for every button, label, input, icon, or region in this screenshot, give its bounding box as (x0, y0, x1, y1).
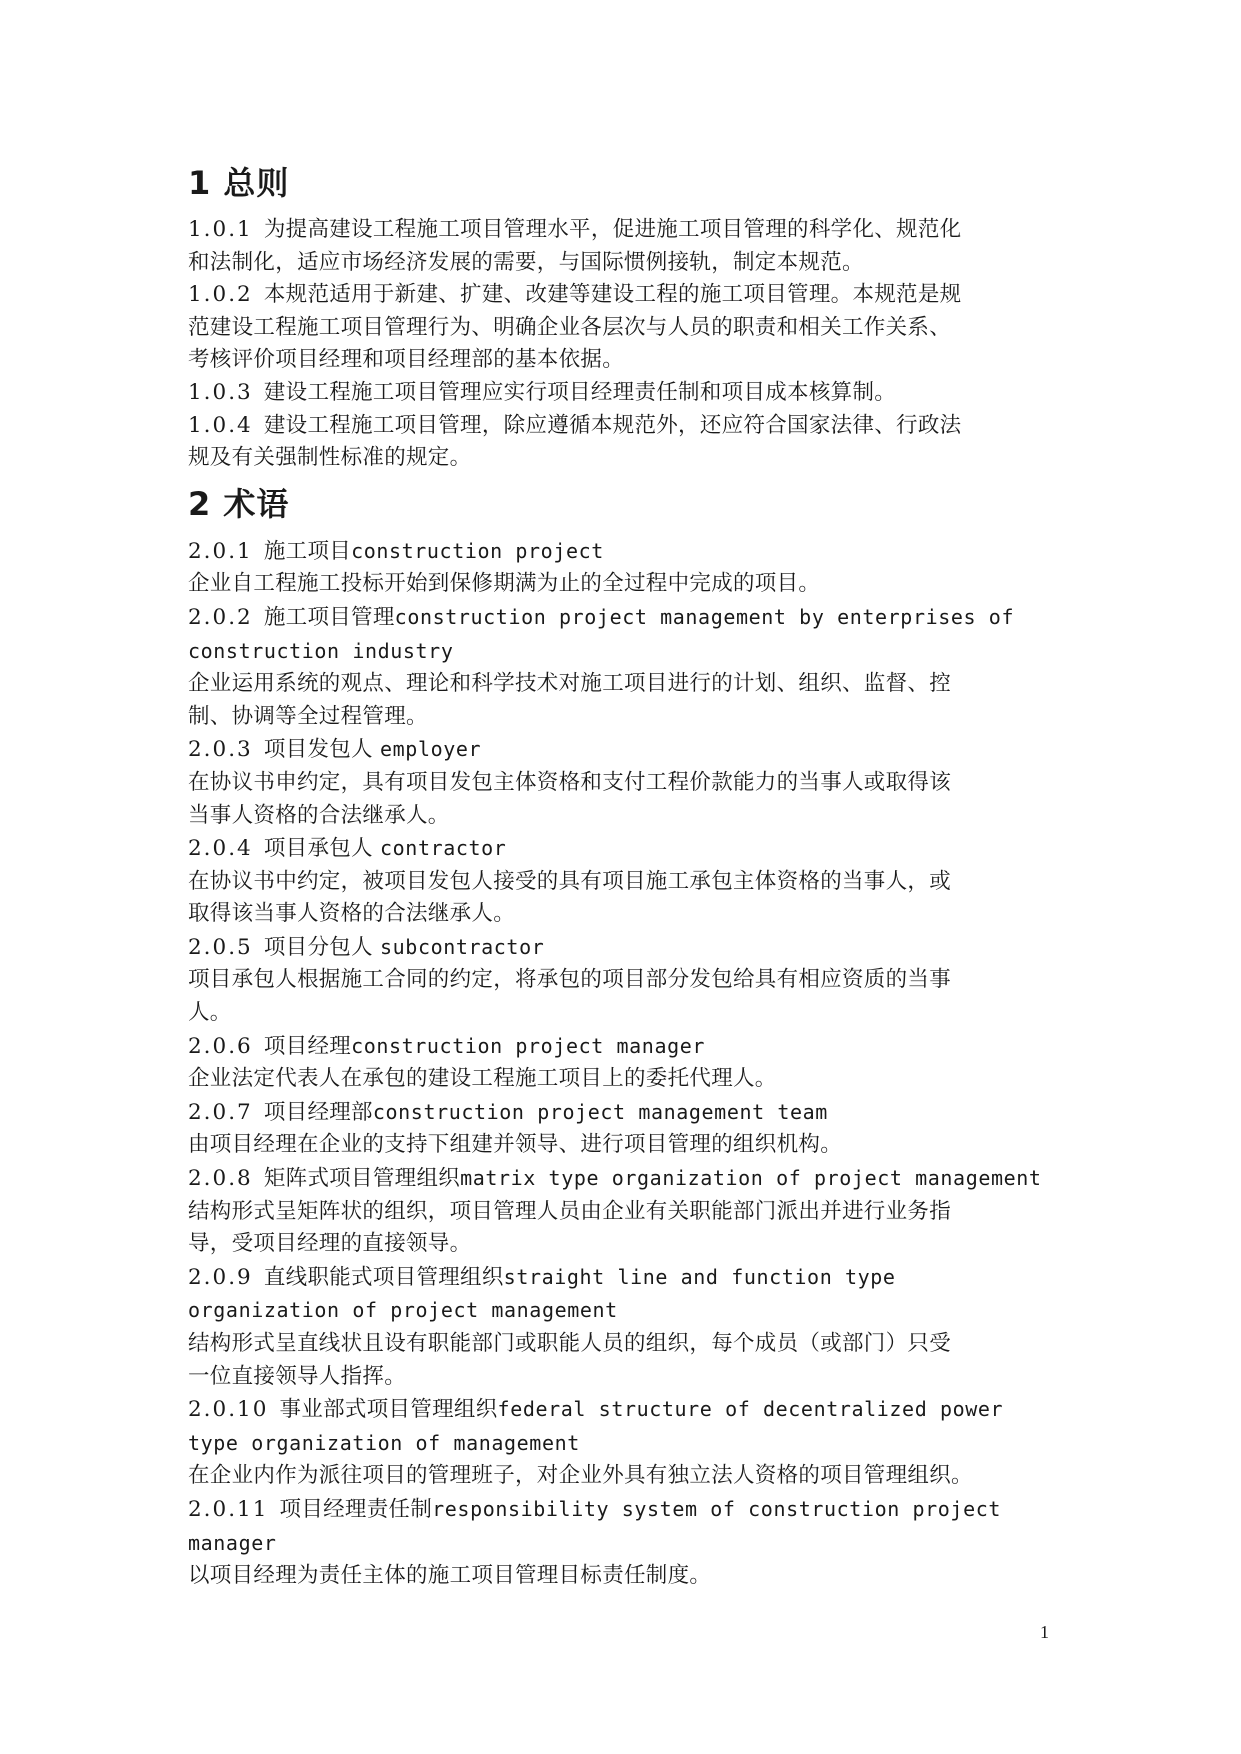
term-number: 2.0.5 (188, 934, 253, 960)
term-chinese: 直线职能式项目管理组织 (263, 1264, 504, 1290)
term-definition: 结构形式呈直线状且设有职能部门或职能人员的组织，每个成员（或部门）只受 (188, 1331, 952, 1356)
clause-1-0-3 (188, 377, 1088, 410)
clause-text: 建设工程施工项目管理，除应遵循本规范外，还应符合国家法律、行政法 (263, 412, 962, 438)
term-english: construction industry (188, 638, 454, 663)
clause-line: 范建设工程施工项目管理行为、明确企业各层次与人员的职责和相关工作关系、 (188, 314, 952, 340)
term-chinese: 矩阵式项目管理组织 (263, 1166, 461, 1192)
term-english: matrix type organization of project management (460, 1166, 1042, 1191)
term-definition: 在协议书申约定，具有项目发包主体资格和支付工程价款能力的当事人或取得该 (188, 769, 952, 795)
term-definition: 企业运用系统的观点、理论和科学技术对施工项目进行的计划、组织、监督、控 (188, 671, 952, 697)
term-2-0-6 (188, 1030, 1088, 1096)
term-english: construction project manager (351, 1033, 706, 1058)
term-chinese: 项目经理 (263, 1033, 352, 1059)
term-2-0-8 (188, 1162, 1088, 1261)
clause-line (188, 214, 1088, 247)
term-heading (188, 733, 1088, 767)
clause-text: 建设工程施工项目管理应实行项目经理责任制和项目成本核算制。 (263, 379, 897, 405)
clause-number: 1.0.3 (188, 379, 253, 405)
term-heading (188, 1162, 1088, 1196)
term-number: 2.0.7 (188, 1099, 253, 1125)
term-english: type organization of management (188, 1430, 580, 1455)
term-english: manager (188, 1530, 277, 1555)
term-english: contractor (380, 836, 507, 861)
term-definition: 在协议书中约定，被项目发包人接受的具有项目施工承包主体资格的当事人，或 (188, 868, 952, 894)
term-chinese: 事业部式项目管理组织 (279, 1397, 498, 1423)
term-english: employer (380, 737, 482, 762)
clause-number: 1.0.2 (188, 282, 253, 308)
term-english: straight line and function type (503, 1264, 896, 1289)
term-chinese: 项目经理部 (263, 1099, 373, 1125)
term-english-continued (188, 1294, 1088, 1328)
clause-line: 规及有关强制性标准的规定。 (188, 445, 472, 471)
clause-line (188, 377, 1088, 410)
term-english: construction project management by enterprises of (394, 604, 1015, 629)
term-english: subcontractor (380, 934, 545, 959)
clause-1-0-1 (188, 214, 1088, 279)
term-number: 2.0.9 (188, 1264, 253, 1290)
clause-1-0-4 (188, 410, 1088, 475)
term-definition: 一位直接领导人指挥。 (188, 1363, 407, 1389)
term-chinese: 施工项目 (263, 538, 352, 564)
term-definition: 当事人资格的合法继承人。 (188, 802, 450, 828)
term-2-0-9 (188, 1261, 1088, 1393)
term-heading (188, 832, 1088, 866)
term-2-0-2 (188, 601, 1088, 733)
term-2-0-11 (188, 1493, 1088, 1593)
term-heading (188, 1493, 1088, 1527)
term-definition: 以项目经理为责任主体的施工项目管理目标责任制度。 (188, 1563, 712, 1589)
term-english: construction project (351, 538, 604, 563)
clause-line (188, 279, 1088, 312)
term-definition: 企业法定代表人在承包的建设工程施工项目上的委托代理人。 (188, 1066, 777, 1092)
section-title-terms: 2 术语 (188, 484, 290, 523)
term-heading (188, 1393, 1088, 1427)
term-number: 2.0.2 (188, 604, 253, 630)
clause-line: 和法制化，适应市场经济发展的需要，与国际惯例接轨，制定本规范。 (188, 249, 864, 275)
clause-line: 考核评价项目经理和项目经理部的基本依据。 (188, 347, 625, 373)
page-number: 1 (1040, 1622, 1049, 1642)
term-heading (188, 931, 1088, 965)
term-definition: 由项目经理在企业的支持下组建并领导、进行项目管理的组织机构。 (188, 1132, 843, 1158)
term-definition: 项目承包人根据施工合同的约定，将承包的项目部分发包给具有相应资质的当事 (188, 967, 952, 993)
term-english-continued (188, 635, 1088, 669)
clause-1-0-2 (188, 279, 1088, 377)
term-definition: 制、协调等全过程管理。 (188, 703, 428, 729)
term-2-0-1 (188, 535, 1088, 601)
term-definition: 在企业内作为派往项目的管理班子，对企业外具有独立法人资格的项目管理组织。 (188, 1463, 973, 1489)
term-english: organization of project management (188, 1298, 618, 1323)
term-number: 2.0.1 (188, 538, 253, 564)
document-body (188, 160, 1088, 1593)
term-chinese: 项目发包人 (263, 737, 373, 763)
term-heading (188, 1096, 1088, 1130)
term-heading (188, 1261, 1088, 1295)
term-2-0-5 (188, 931, 1088, 1030)
clause-text: 为提高建设工程施工项目管理水平，促进施工项目管理的科学化、规范化 (263, 217, 962, 242)
term-english: construction project management team (372, 1099, 828, 1124)
term-chinese: 施工项目管理 (263, 604, 395, 630)
term-definition: 导，受项目经理的直接领导。 (188, 1231, 472, 1257)
clause-line (188, 410, 1088, 443)
term-2-0-3 (188, 733, 1088, 832)
term-definition: 人。 (188, 1000, 232, 1026)
clause-text: 本规范适用于新建、扩建、改建等建设工程的施工项目管理。本规范是规 (263, 282, 962, 308)
term-english: federal structure of decentralized power (497, 1397, 1004, 1422)
term-definition: 取得该当事人资格的合法继承人。 (188, 901, 516, 927)
clause-number: 1.0.4 (188, 412, 253, 438)
term-heading (188, 535, 1088, 569)
term-english-continued (188, 1427, 1088, 1461)
term-heading (188, 601, 1088, 635)
clause-number: 1.0.1 (188, 217, 253, 242)
term-english-continued (188, 1527, 1088, 1561)
term-2-0-4 (188, 832, 1088, 931)
term-number: 2.0.10 (188, 1397, 269, 1423)
term-chinese: 项目分包人 (263, 934, 373, 960)
term-english: responsibility system of construction project (432, 1496, 1001, 1521)
term-definition: 结构形式呈矩阵状的组织，项目管理人员由企业有关职能部门派出并进行业务指 (188, 1198, 952, 1224)
term-heading (188, 1030, 1088, 1064)
term-number: 2.0.4 (188, 836, 253, 862)
term-number: 2.0.3 (188, 737, 253, 763)
term-2-0-10 (188, 1393, 1088, 1493)
term-definition: 企业自工程施工投标开始到保修期满为止的全过程中完成的项目。 (188, 571, 821, 597)
term-number: 2.0.11 (188, 1496, 269, 1522)
term-number: 2.0.8 (188, 1166, 253, 1192)
term-2-0-7 (188, 1096, 1088, 1162)
term-chinese: 项目经理责任制 (279, 1496, 433, 1522)
term-chinese: 项目承包人 (263, 836, 373, 862)
section-title-general: 1 总则 (188, 164, 290, 202)
term-number: 2.0.6 (188, 1033, 253, 1059)
